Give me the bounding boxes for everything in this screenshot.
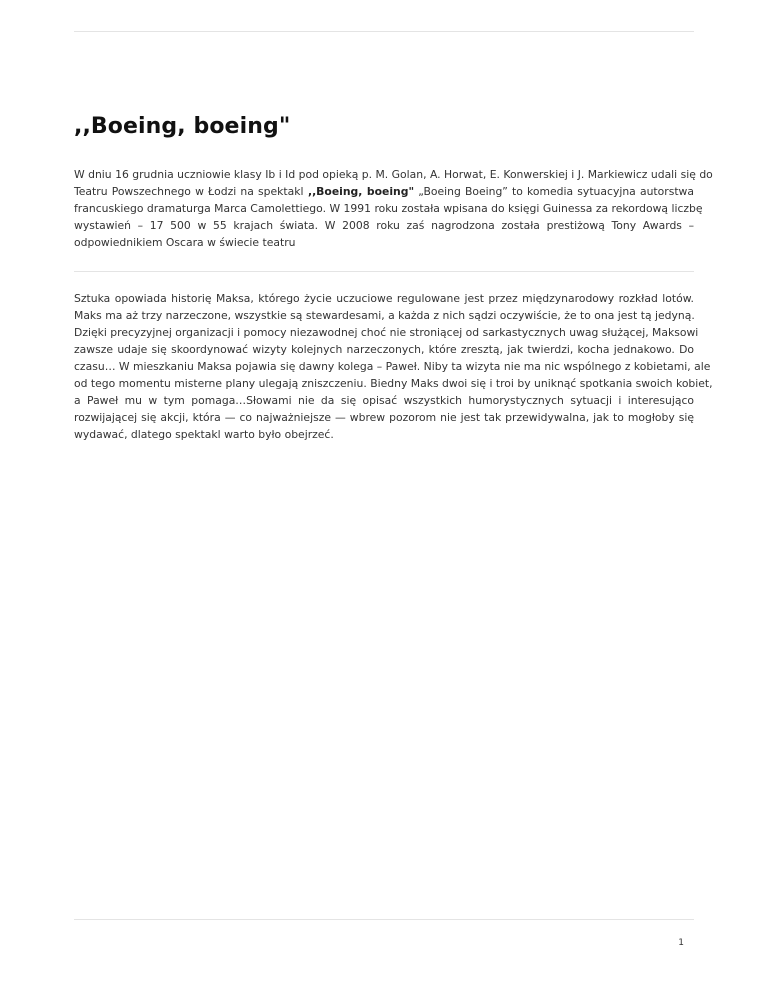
paragraph-line: Maks ma aż trzy narzeczone, wszystkie są stewardesami, a każda z nich sądzi oczywiście, że to ona jest tą jedyną. bbox=[74, 309, 695, 322]
intro-paragraph bbox=[74, 166, 713, 251]
paragraph-line: zawsze udaje się skoordynować wizyty kolejnych narzeczonych, które zresztą, jak twierdzi, kocha jednakowo. Do bbox=[74, 343, 694, 356]
paragraph-line: Dzięki precyzyjnej organizacji i pomocy niezawodnej choć nie stroniącej od sarkastycznych uwag służącej, Maksowi bbox=[74, 326, 699, 339]
paragraph-line: a Paweł mu w tym pomaga…Słowami nie da się opisać wszystkich humorystycznych sytuacji i interesująco bbox=[74, 394, 694, 407]
paragraph-line: francuskiego dramaturga Marca Camolettiego. W 1991 roku została wpisana do księgi Guinessa za rekordową liczbę bbox=[74, 202, 703, 215]
footer-divider bbox=[74, 919, 694, 920]
paragraph-line: wydawać, dlatego spektakl warto było obejrzeć. bbox=[74, 428, 334, 441]
plot-paragraph bbox=[74, 290, 713, 443]
section-divider bbox=[74, 271, 694, 272]
paragraph-line: odpowiednikiem Oscara w świecie teatru bbox=[74, 236, 296, 249]
paragraph-text: „Boeing Boeing” to komedia sytuacyjna autorstwa bbox=[414, 185, 695, 198]
paragraph-line: Sztuka opowiada historię Maksa, którego życie uczuciowe regulowane jest przez międzynarodowy rozkład lotów. bbox=[74, 292, 694, 305]
page-number: 1 bbox=[678, 938, 684, 948]
paragraph-line: W dniu 16 grudnia uczniowie klasy Ib i Id pod opieką p. M. Golan, A. Horwat, E. Konwerskiej i J. Markiewicz udali się do bbox=[74, 168, 713, 181]
paragraph-line bbox=[74, 183, 694, 200]
play-title-bold: ,,Boeing, boeing" bbox=[303, 185, 415, 198]
paragraph-text: Teatru Powszechnego w Łodzi na spektakl bbox=[74, 185, 304, 198]
paragraph-line: od tego momentu misterne plany ulegają zniszczeniu. Biedny Maks dwoi się i troi by uniknąć spotkania swoich kobiet, bbox=[74, 377, 713, 390]
top-divider bbox=[74, 31, 694, 32]
page-title: ,,Boeing, boeing" bbox=[74, 114, 291, 139]
paragraph-line: czasu… W mieszkaniu Maksa pojawia się dawny kolega – Paweł. Niby ta wizyta nie ma nic wspólnego z kobietami, ale bbox=[74, 360, 711, 373]
paragraph-line: wystawień – 17 500 w 55 krajach świata. W 2008 roku zaś nagrodzona została prestiżową Tony Awards – bbox=[74, 219, 694, 232]
paragraph-line: rozwijającej się akcji, która — co najważniejsze — wbrew pozorom nie jest tak przewidywalna, jak to mogłoby się bbox=[74, 411, 694, 424]
